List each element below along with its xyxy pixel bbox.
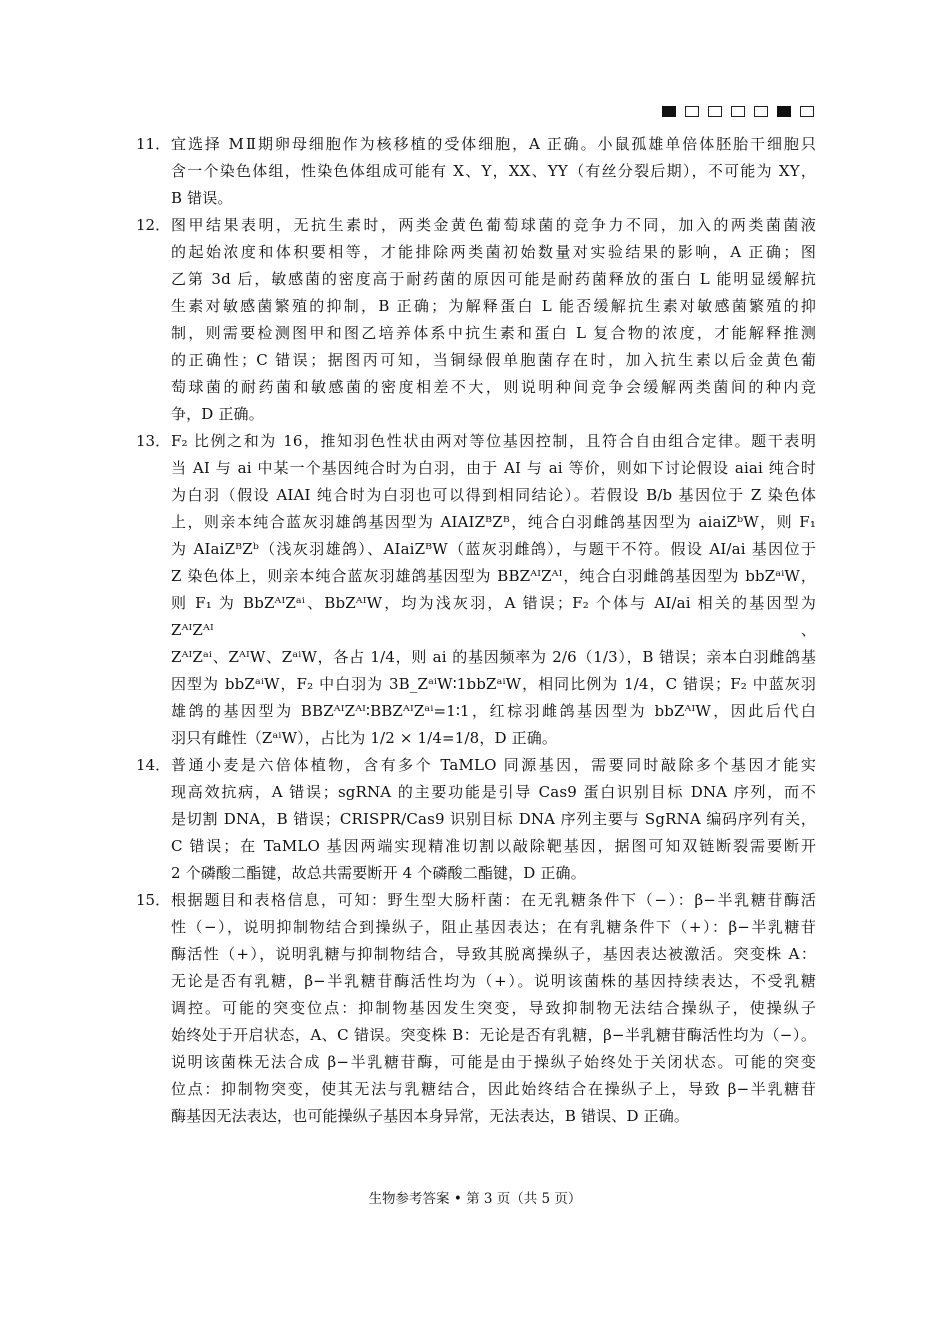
- text-line: F₂ 比例之和为 16，推知羽色性状由两对等位基因控制，且符合自由组合定律。题干表明: [171, 432, 816, 450]
- empty-square-mark: [708, 106, 722, 117]
- text-line: 酶基因无法表达，也可能操纵子基因本身异常，无法表达，B 错误、D 正确。: [171, 1107, 689, 1125]
- text-line: 制，则需要检测图甲和图乙培养体系中抗生素和蛋白 L 复合物的浓度，才能解释推测: [171, 324, 816, 342]
- text-line: 普通小麦是六倍体植物，含有多个 TaMLO 同源基因，需要同时敲除多个基因才能实: [171, 756, 816, 774]
- text-line: 调控。可能的突变位点：抑制物基因发生突变，导致抑制物无法结合操纵子，使操纵子: [171, 999, 816, 1017]
- item-number: 11．: [136, 135, 171, 153]
- text-line: 说明该菌株无法合成 β−半乳糖苷酶，可能是由于操纵子始终处于关闭状态。可能的突变: [171, 1053, 816, 1071]
- text-line: 宜选择 MⅡ期卵母细胞作为核移植的受体细胞，A 正确。小鼠孤雄单倍体胚胎干细胞只: [171, 135, 816, 153]
- item-number: 12．: [136, 216, 171, 234]
- answer-content: [136, 131, 816, 1130]
- text-line: 羽只有雌性（ZᵃⁱW），占比为 1/2 × 1/4=1/8，D 正确。: [171, 729, 558, 747]
- text-line: Z 染色体上，则亲本纯合蓝灰羽雄鸽基因型为 BBZᴬᴵZᴬᴵ，纯合白羽雌鸽基因型为 bbZᵃⁱW，: [171, 567, 816, 585]
- item-text: [171, 428, 816, 752]
- text-line: 无论是否有乳糖，β−半乳糖苷酶活性均为（+）。说明该菌株的基因持续表达，不受乳糖: [171, 972, 816, 990]
- text-line: 生素对敏感菌繁殖的抑制，B 正确；为解释蛋白 L 能否缓解抗生素对敏感菌繁殖的抑: [171, 297, 816, 315]
- item-text: [171, 131, 816, 212]
- text-line: 争，D 正确。: [171, 405, 264, 423]
- text-line: 当 AI 与 ai 中某一个基因纯合时为白羽，由于 AI 与 ai 等价，则如下讨论假设 aiai 纯合时: [171, 459, 816, 477]
- empty-square-mark: [754, 106, 768, 117]
- text-line: 因型为 bbZᵃⁱW，F₂ 中白羽为 3B_ZᵃⁱW∶1bbZᵃⁱW，相同比例为 1/4，C 错误；F₂ 中蓝灰羽: [171, 675, 816, 693]
- text-line: 图甲结果表明，无抗生素时，两类金黄色葡萄球菌的竞争力不同，加入的两类菌菌液: [171, 216, 816, 234]
- answer-item: [136, 887, 816, 1130]
- text-line: 为白羽（假设 AIAI 纯合时为白羽也可以得到相同结论）。若假设 B/b 基因位于 Z 染色体: [171, 486, 816, 504]
- item-text: [171, 212, 816, 428]
- text-line: 根据题目和表格信息，可知：野生型大肠杆菌：在无乳糖条件下（−）：β−半乳糖苷酶活: [171, 891, 816, 909]
- answer-item: [136, 428, 816, 752]
- text-line: 性（−），说明抑制物结合到操纵子，阻止基因表达；在有乳糖条件下（+）：β−半乳糖苷: [171, 918, 816, 936]
- answer-item: [136, 212, 816, 428]
- item-number: 15．: [136, 891, 171, 909]
- text-line: B 错误。: [171, 189, 233, 207]
- item-number: 13．: [136, 432, 171, 450]
- text-line: 酶活性（+），说明乳糖与抑制物结合，导致其脱离操纵子，基因表达被激活。突变株 A：: [171, 945, 816, 963]
- filled-square-mark: [777, 106, 791, 117]
- text-line: 乙第 3d 后，敏感菌的密度高于耐药菌的原因可能是耐药菌释放的蛋白 L 能明显缓解抗: [171, 270, 816, 288]
- text-line: 始终处于开启状态，A、C 错误。突变株 B：无论是否有乳糖，β−半乳糖苷酶活性均为（−）。: [171, 1026, 816, 1044]
- text-line: 则 F₁ 为 BbZᴬᴵZᵃⁱ、BbZᴬᴵW，均为浅灰羽，A 错误；F₂ 个体与 AI/ai 相关的基因型为 ZᴬᴵZᴬᴵ、: [171, 594, 816, 639]
- text-line: 为 AIaiZᴮZᵇ（浅灰羽雄鸽）、AIaiZᴮW（蓝灰羽雌鸽），与题干不符。假设 AI/ai 基因位于: [171, 540, 816, 558]
- item-number: 14．: [136, 756, 171, 774]
- text-line: 位点：抑制物突变，使其无法与乳糖结合，因此始终结合在操纵子上，导致 β−半乳糖苷: [171, 1080, 816, 1098]
- text-line: 现高效抗病，A 错误；sgRNA 的主要功能是引导 Cas9 蛋白识别目标 DNA 序列，而不: [171, 783, 816, 801]
- text-line: 萄球菌的耐药菌和敏感菌的密度相差不大，则说明种间竞争会缓解两类菌间的种内竞: [171, 378, 816, 396]
- text-line: ZᴬᴵZᵃⁱ、ZᴬᴵW、ZᵃⁱW，各占 1/4，则 ai 的基因频率为 2/6（1/3），B 错误；亲本白羽雌鸽基: [171, 648, 816, 666]
- text-line: 上，则亲本纯合蓝灰羽雄鸽基因型为 AIAIZᴮZᴮ，纯合白羽雌鸽基因型为 aiaiZᵇW，则 F₁: [171, 513, 816, 531]
- empty-square-mark: [685, 106, 699, 117]
- page-footer: 生物参考答案 • 第 3 页（共 5 页）: [368, 1191, 582, 1207]
- filled-square-mark: [662, 106, 676, 117]
- text-line: 的正确性；C 错误；据图丙可知，当铜绿假单胞菌存在时，加入抗生素以后金黄色葡: [171, 351, 816, 369]
- text-line: 是切割 DNA，B 错误；CRISPR/Cas9 识别目标 DNA 序列主要与 SgRNA 编码序列有关，: [171, 810, 816, 828]
- item-text: [171, 887, 816, 1130]
- text-line: 的起始浓度和体积要相等，才能排除两类菌初始数量对实验结果的影响，A 正确；图: [171, 243, 816, 261]
- text-line: C 错误；在 TaMLO 基因两端实现精准切割以敲除靶基因，据图可知双链断裂需要断开: [171, 837, 816, 855]
- empty-square-mark: [731, 106, 745, 117]
- answer-item: [136, 752, 816, 887]
- text-line: 2 个磷酸二酯键，故总共需要断开 4 个磷酸二酯键，D 正确。: [171, 864, 586, 882]
- empty-square-mark: [800, 106, 814, 117]
- page-marker-row: [662, 106, 814, 117]
- text-line: 含一个染色体组，性染色体组成可能有 X、Y，XX、YY（有丝分裂后期），不可能为 XY，: [171, 162, 816, 180]
- item-text: [171, 752, 816, 887]
- answer-item: [136, 131, 816, 212]
- text-line: 雄鸽的基因型为 BBZᴬᴵZᴬᴵ∶BBZᴬᴵZᵃⁱ=1∶1，红棕羽雌鸽基因型为 bbZᴬᴵW，因此后代白: [171, 702, 816, 720]
